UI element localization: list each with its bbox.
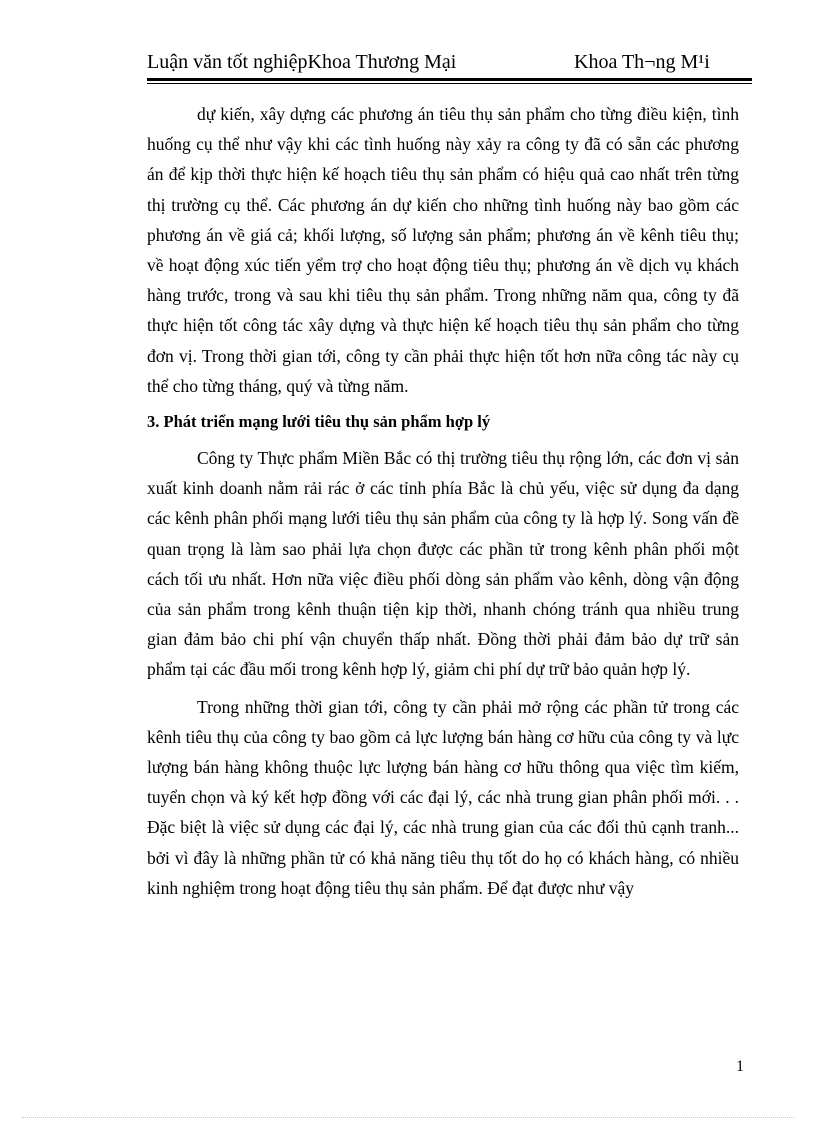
header-rule-thick: [147, 78, 752, 81]
header-right-title: Khoa Th¬ng M¹i: [574, 51, 710, 73]
page-number: 1: [736, 1058, 744, 1075]
section-heading: 3. Phát triển mạng lưới tiêu thụ sản phẩm hợp lý: [147, 412, 491, 432]
document-body: [147, 99, 739, 903]
footer-divider: [22, 1117, 794, 1118]
page-header: [147, 44, 752, 80]
header-left-title: Luận văn tốt nghiệpKhoa Thương Mại: [147, 51, 457, 73]
paragraph-3: Trong những thời gian tới, công ty cần phải mở rộng các phần tử trong các kênh tiêu thụ của công ty bao gồm cả lực lượng bán hàng cơ hữu của công ty và lực lượng bán hàng không thuộc lực lượng bán hàng cơ hữu thông qua việc tìm kiếm, tuyển chọn và ký kết hợp đồng với các đại lý, các nhà trung gian phân phối mới. . . Đặc biệt là việc sử dụng các đại lý, các nhà trung gian của các đối thủ cạnh tranh... bởi vì đây là những phần tử có khả năng tiêu thụ tốt do họ có khách hàng, có nhiều kinh nghiệm trong hoạt động tiêu thụ sản phẩm. Để đạt được như vậy: [147, 696, 739, 898]
paragraph-1: dự kiến, xây dựng các phương án tiêu thụ sản phẩm cho từng điều kiện, tình huống cụ thể như vậy khi các tình huống này xảy ra công ty đã có sẵn các phương án để kịp thời thực hiện kế hoạch tiêu thụ sản phẩm có hiệu quả cao nhất trên từng thị trường cụ thể. Các phương án dự kiến cho những tình huống này bao gồm các phương án về giá cả; khối lượng, số lượng sản phẩm; phương án về kênh tiêu thụ; về hoạt động xúc tiến yểm trợ cho hoạt động tiêu thụ; phương án về dịch vụ khách hàng trước, trong và sau khi tiêu thụ sản phẩm. Trong những năm qua, công ty đã thực hiện tốt công tác xây dựng và thực hiện kế hoạch tiêu thụ sản phẩm cho từng đơn vị. Trong thời gian tới, công ty cần phải thực hiện tốt hơn nữa công tác này cụ thể cho từng tháng, quý và từng năm.: [147, 104, 739, 396]
header-rule-thin: [147, 83, 752, 84]
paragraph-2: Công ty Thực phẩm Miền Bắc có thị trường tiêu thụ rộng lớn, các đơn vị sản xuất kinh doanh nằm rải rác ở các tỉnh phía Bắc là chủ yếu, việc sử dụng đa dạng các kênh phân phối mạng lưới tiêu thụ sản phẩm của công ty là hợp lý. Song vấn đề quan trọng là làm sao phải lựa chọn được các phần tử trong kênh phân phối một cách tối ưu nhất. Hơn nữa việc điều phối dòng sản phẩm vào kênh, dòng vận động của sản phẩm trong kênh thuận tiện kịp thời, nhanh chóng tránh qua nhiều trung gian đảm bảo chi phí vận chuyển thấp nhất. Đồng thời phải đảm bảo dự trữ sản phẩm tại các đầu mối trong kênh hợp lý, giảm chi phí dự trữ bảo quản hợp lý.: [147, 448, 739, 680]
